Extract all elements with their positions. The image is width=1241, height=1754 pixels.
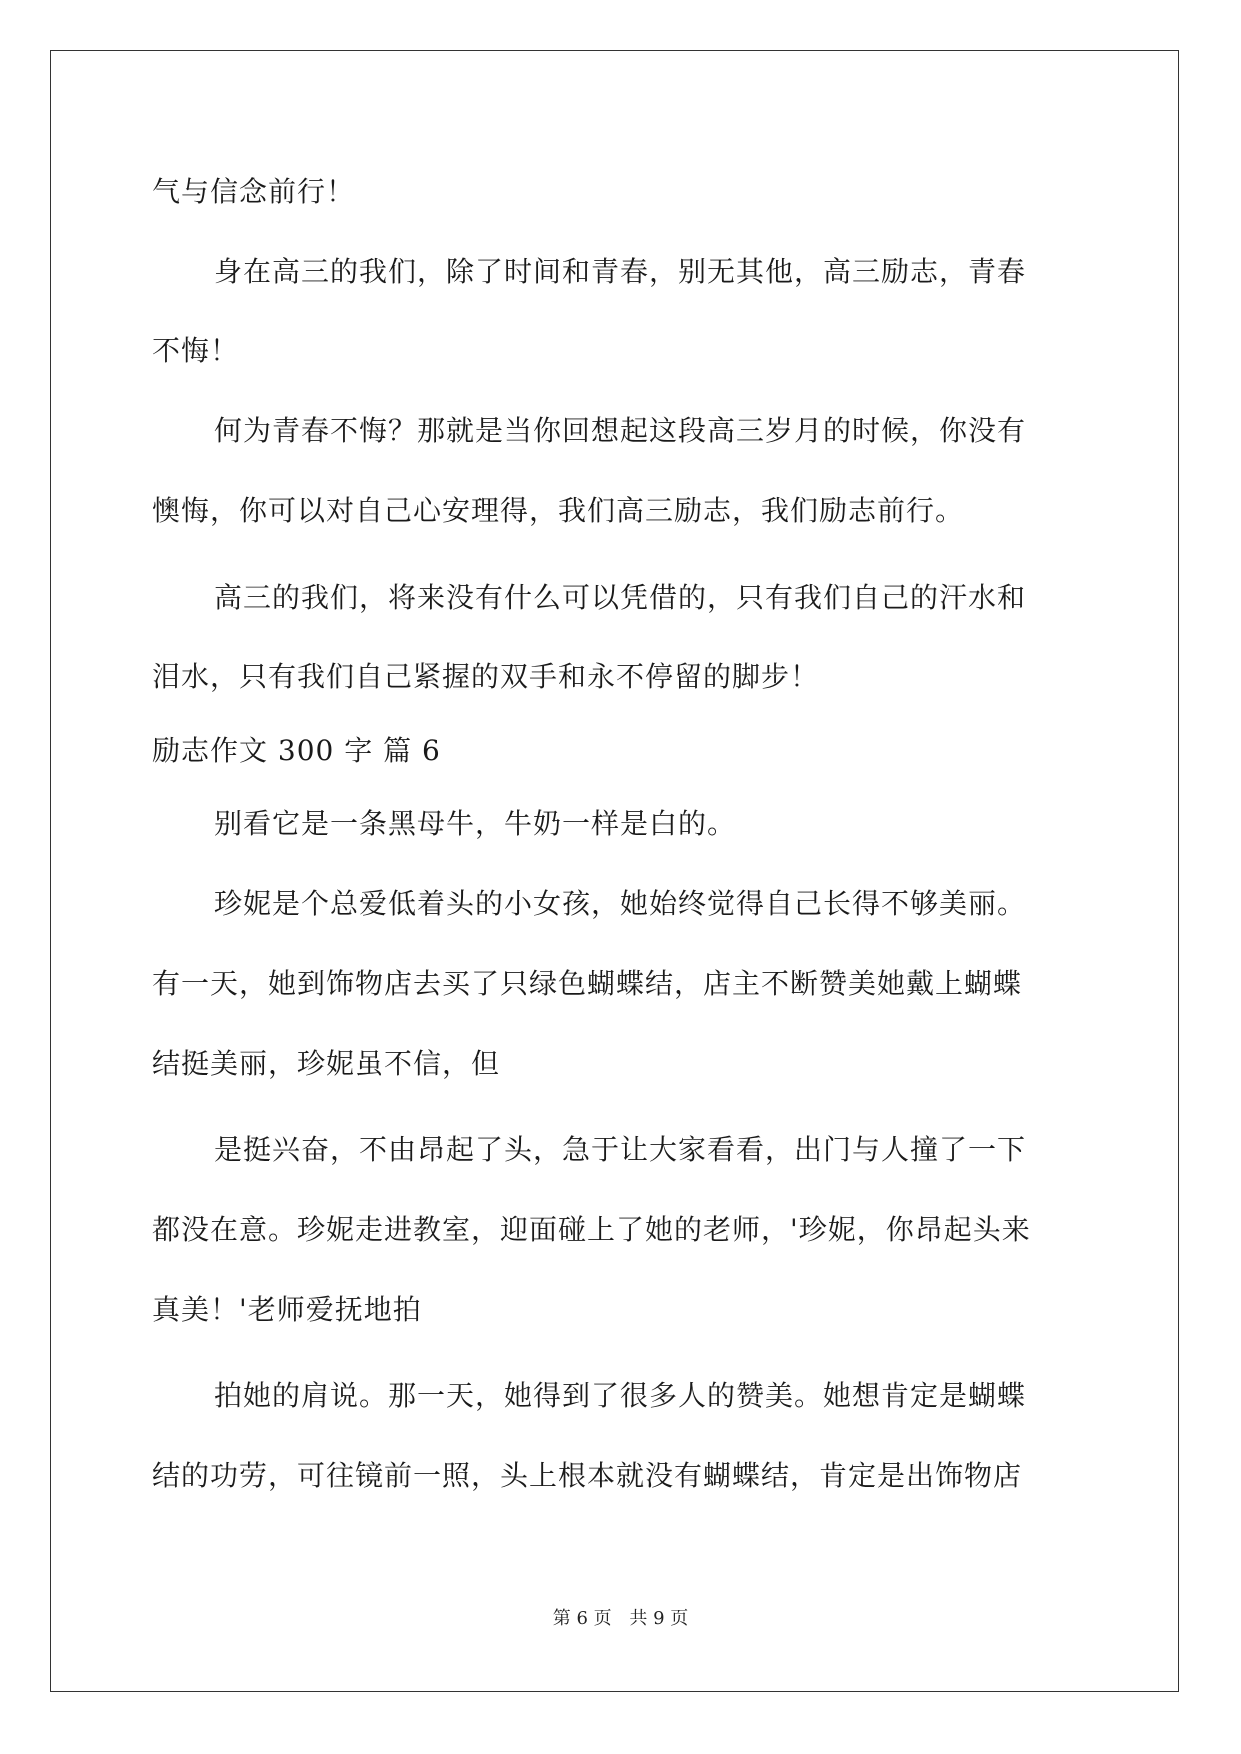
text-line: 真美！'老师爱抚地拍 — [152, 1293, 422, 1326]
text-line: 结的功劳，可往镜前一照，头上根本就没有蝴蝶结，肯定是出饰物店 — [152, 1459, 1023, 1492]
text-line: 何为青春不悔？那就是当你回想起这段高三岁月的时候，你没有 — [214, 414, 1027, 447]
section-heading: 励志作文 300 字 篇 6 — [152, 734, 441, 767]
text-line: 泪水，只有我们自己紧握的双手和永不停留的脚步！ — [152, 660, 820, 693]
text-line: 是挺兴奋，不由昂起了头，急于让大家看看，出门与人撞了一下 — [214, 1133, 1027, 1166]
text-line: 别看它是一条黑母牛，牛奶一样是白的。 — [214, 807, 737, 840]
text-line: 懊悔，你可以对自己心安理得，我们高三励志，我们励志前行。 — [152, 494, 965, 527]
text-line: 身在高三的我们，除了时间和青春，别无其他，高三励志，青春 — [214, 255, 1027, 288]
text-line: 有一天，她到饰物店去买了只绿色蝴蝶结，店主不断赞美她戴上蝴蝶 — [152, 967, 1023, 1000]
page-border — [50, 50, 1179, 1692]
text-line: 拍她的肩说。那一天，她得到了很多人的赞美。她想肯定是蝴蝶 — [214, 1379, 1027, 1412]
text-line: 不悔！ — [152, 334, 240, 367]
page-total: 共 9 页 — [629, 1608, 689, 1629]
text-line: 结挺美丽，珍妮虽不信，但 — [152, 1047, 501, 1080]
text-line: 都没在意。珍妮走进教室，迎面碰上了她的老师，'珍妮，你昂起头来 — [152, 1213, 1031, 1246]
text-line: 气与信念前行！ — [152, 175, 356, 208]
text-line: 珍妮是个总爱低着头的小女孩，她始终觉得自己长得不够美丽。 — [214, 887, 1027, 920]
text-line: 高三的我们，将来没有什么可以凭借的，只有我们自己的汗水和 — [214, 581, 1027, 614]
page-number: 第 6 页 — [552, 1608, 612, 1629]
page-footer — [0, 1604, 1241, 1630]
